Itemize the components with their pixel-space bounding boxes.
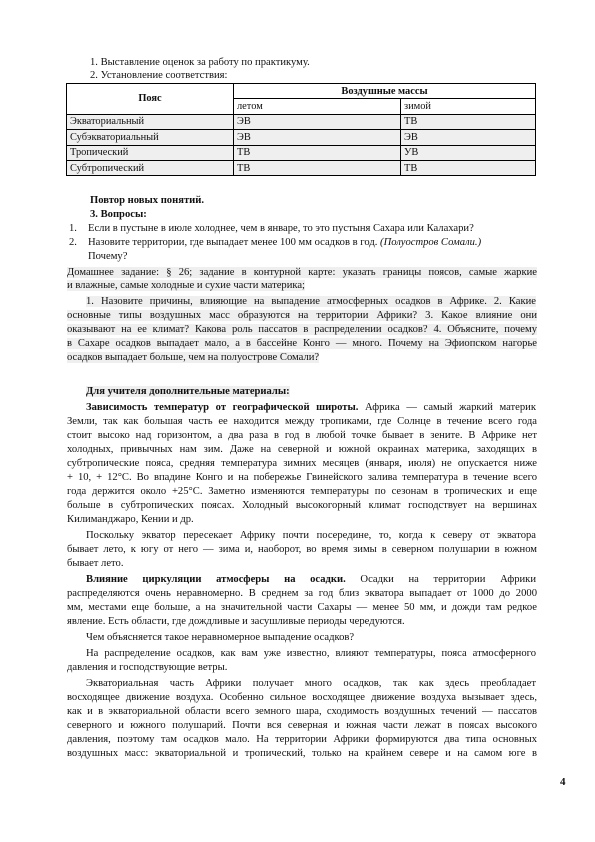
- question-2-text: Назовите территории, где выпадает менее 100 мм осадков в год.: [88, 237, 378, 248]
- homework-question-line: в Сахаре осадков выпадает мало, а в бассейне Конго — много. Почему на Эфиопском нагорье: [67, 338, 537, 349]
- paragraph-line: холодных, привычных нам зим. Даже на северной и южной окраинах материка, заходящих в: [67, 444, 537, 455]
- correspondence-table: [66, 83, 536, 176]
- paragraph-line: северного и южного полушарий. Почти вся северная и южная части лежат в поясах высокого: [67, 720, 537, 731]
- paragraph-line: явление. Есть области, где дождливые и засушливые периоды чередуются.: [67, 616, 405, 627]
- question-number: 2.: [69, 237, 77, 248]
- table-row: [67, 114, 536, 129]
- paragraph-line: Экваториальная часть Африки получает много осадков, так как здесь преобладает: [86, 678, 536, 689]
- paragraph-line: давления, поэтому там осадков мало. На территории Африки формируются два типа основных: [67, 734, 537, 745]
- question-1: Если в пустыне в июле холоднее, чем в январе, то это пустыня Сахара или Калахари?: [88, 223, 474, 234]
- zone-cell: Экваториальный: [67, 114, 234, 129]
- zone-cell: Тропический: [67, 145, 234, 160]
- paragraph-line: как и в экваториальной области всего земного шара, сходимость воздушных течений — пассатов: [67, 706, 537, 717]
- zone-cell: Субтропический: [67, 160, 234, 175]
- homework-question-line: оказывают на ее климат? Какова роль пассатов в распределении осадков? 4. Объясните, почему: [67, 324, 537, 335]
- paragraph-line: воздушных масс: экваториальной и тропический, только на крайнем севере и на самом юге в: [67, 748, 537, 759]
- paragraph-line: стоит высоко над горизонтом, а два раза в год в любой точке бывает в зените. В Африке нет: [67, 430, 537, 441]
- winter-cell: УВ: [401, 145, 536, 160]
- question-number: 1.: [69, 223, 77, 234]
- questions-heading: 3. Вопросы:: [90, 209, 147, 220]
- question-2-tail: Почему?: [88, 251, 128, 262]
- winter-cell: ТВ: [401, 114, 536, 129]
- table-header-row: [67, 84, 536, 99]
- paragraph-line: + 10, + 12°С. Во впадине Конго и на побережье Гвинейского залива температура в течение всего: [67, 472, 537, 483]
- paragraph-line: больше в субтропических поясах. Холодный высокогорный климат господствует на вершинах: [67, 500, 537, 511]
- table-row: [67, 160, 536, 175]
- paragraph-line: Чем объясняется такое неравномерное выпадение осадков?: [86, 632, 355, 643]
- winter-cell: ТВ: [401, 160, 536, 175]
- summer-cell: ЭВ: [234, 114, 401, 129]
- paragraph-line: Поскольку экватор пересекает Африку почти посередине, то, когда к северу от экватора: [86, 530, 536, 541]
- homework-question-line: 1. Назовите причины, влияющие на выпадение атмосферных осадков в Африке. 2. Какие: [86, 296, 536, 307]
- paragraph-line: Влияние циркуляции атмосферы на осадки. Осадки на территории Африки: [86, 574, 536, 585]
- teacher-heading: Для учителя дополнительные материалы:: [86, 386, 290, 397]
- header-summer: летом: [234, 99, 401, 114]
- intro-item-2: 2. Установление соответствия:: [90, 70, 228, 81]
- paragraph-line: Зависимость температур от географической широты. Африка — самый жаркий материк: [86, 402, 536, 413]
- header-zone: Пояс: [67, 84, 234, 115]
- summer-cell: ЭВ: [234, 130, 401, 145]
- paragraph-line: года держится около +25°С. Заметно изменяются температуры по сезонам в тропических и еще: [67, 486, 537, 497]
- paragraph-line: субтропические пояса, средняя температура зимних месяцев (января, июля) не опускается ниже: [67, 458, 537, 469]
- paragraph-line: давления и господствующие ветры.: [67, 662, 228, 673]
- homework-question-line: основные типы воздушных масс образуются на территории Африки? 3. Какое влияние они: [67, 310, 537, 321]
- zone-cell: Субэкваториальный: [67, 130, 234, 145]
- table-row: [67, 130, 536, 145]
- page-number: 4: [560, 776, 566, 788]
- homework-line: Домашнее задание: § 26; задание в контурной карте: указать границы поясов, самые жаркие: [67, 267, 537, 278]
- paragraph-line: распределяются очень неравномерно. В среднем за год близ экватора выпадает от 1000 до 2000: [67, 588, 537, 599]
- header-air-masses: Воздушные массы: [234, 84, 536, 99]
- header-winter: зимой: [401, 99, 536, 114]
- paragraph-line: бывает лето.: [67, 558, 124, 569]
- summer-cell: ТВ: [234, 145, 401, 160]
- question-2-answer: (Полуостров Сомали.): [380, 237, 482, 248]
- winter-cell: ЭВ: [401, 130, 536, 145]
- paragraph-line: бывает лето, к югу от него — зима и, наоборот, во время зимы в северном полушарии в южном: [67, 544, 537, 555]
- question-2: [88, 237, 481, 248]
- review-heading: Повтор новых понятий.: [90, 195, 205, 206]
- paragraph-line: восходящее движение воздуха. Особенно сильное восходящее движение воздуха вызывает здесь,: [67, 692, 537, 703]
- table-row: [67, 145, 536, 160]
- paragraph-line: На распределение осадков, как вам уже известно, влияют температуры, пояса атмосферного: [86, 648, 536, 659]
- homework-line: и влажные, самые холодные и сухие части материка;: [67, 280, 305, 291]
- intro-item-1: 1. Выставление оценок за работу по практикуму.: [90, 57, 310, 68]
- homework-question-line: осадков выпадает больше, чем на полуострове Сомали?: [67, 352, 320, 363]
- summer-cell: ТВ: [234, 160, 401, 175]
- paragraph-line: Земли, так как большая часть ее находится между тропиками, где Солнце в течение всего года: [67, 416, 537, 427]
- paragraph-line: мм, местами еще больше, а на значительной части Сахары — менее 50 мм, и дожди там редкое: [67, 602, 537, 613]
- paragraph-line: Килиманджаро, Кении и др.: [67, 514, 194, 525]
